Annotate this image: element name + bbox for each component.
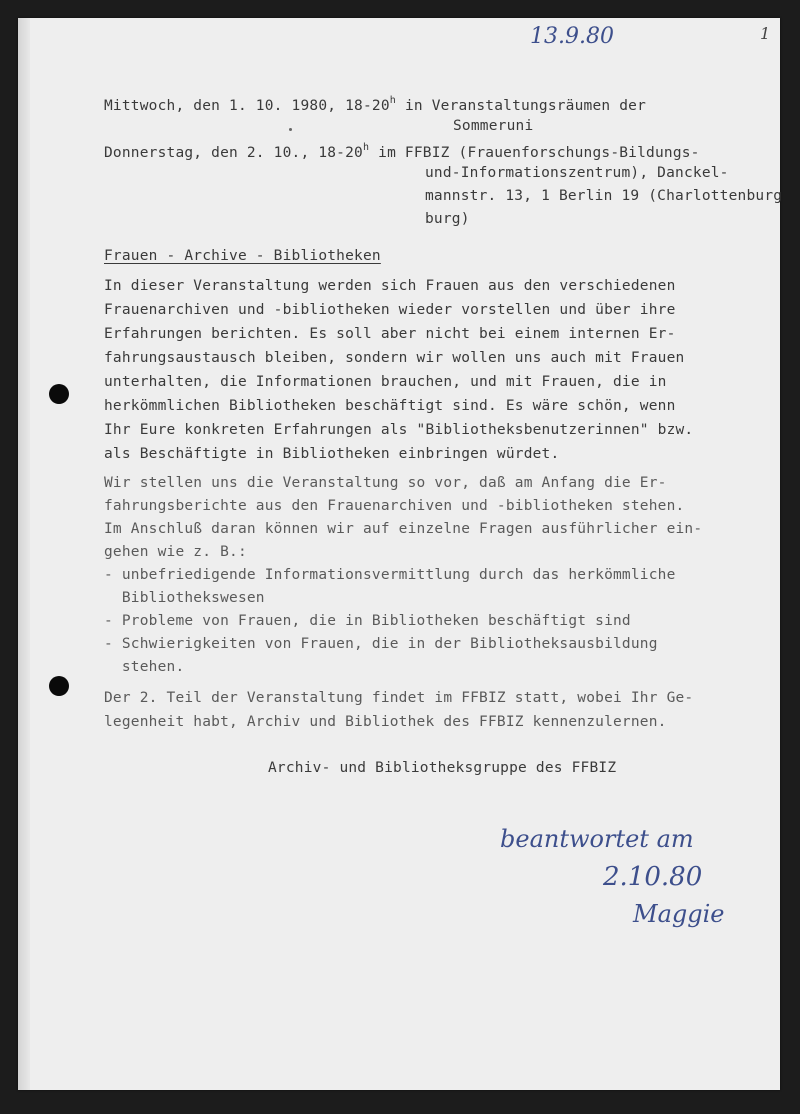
handwritten-answered-date: 2.10.80 [603,862,703,892]
p2-line: Im Anschluß daran können wir auf einzelne Fragen ausführlicher ein- [104,521,703,537]
p1-line: In dieser Veranstaltung werden sich Frauen aus den verschiedenen [104,278,676,294]
p3-line: Der 2. Teil der Veranstaltung findet im FFBIZ statt, wobei Ihr Ge- [104,690,694,706]
plist-line: Bibliothekswesen [104,590,265,606]
plist-line: stehen. [104,659,185,675]
schedule-line-2: Sommeruni [453,118,534,134]
punch-hole-upper [49,384,69,404]
page-number: 1 [760,24,771,43]
p1-line: Frauenarchiven und -bibliotheken wieder vorstellen und über ihre [104,302,676,318]
p2-line: fahrungsberichte aus den Frauenarchiven und -bibliotheken stehen. [104,498,685,514]
handwritten-signature: Maggie [633,900,725,928]
p2-line: Wir stellen uns die Veranstaltung so vor, daß am Anfang die Er- [104,475,667,491]
schedule-line-6: burg) [425,211,470,227]
schedule-line-4: und-Informationszentrum), Danckel- [425,165,729,181]
schedule-line-5: mannstr. 13, 1 Berlin 19 (Charlottenburg [425,188,783,204]
plist-line: - Probleme von Frauen, die in Bibliotheken beschäftigt sind [104,613,631,629]
document-title: Frauen - Archive - Bibliotheken [104,248,381,264]
p3-line: legenheit habt, Archiv und Bibliothek des FFBIZ kennenzulernen. [104,714,667,730]
p1-line: Ihr Eure konkreten Erfahrungen als "Bibliotheksbenutzerinnen" bzw. [104,422,694,438]
handwritten-answered-note: beantwortet am [500,825,694,853]
stray-dot [289,128,292,131]
p2-line: gehen wie z. B.: [104,544,247,560]
plist-line: - Schwierigkeiten von Frauen, die in der Bibliotheksausbildung [104,636,658,652]
schedule-line-3: Donnerstag, den 2. 10., 18-20$^h$ im FFBIZ (Frauenforschungs-Bildungs- [104,142,700,161]
page-edge-shadow [18,18,30,1090]
schedule-line-1: Mittwoch, den 1. 10. 1980, 18-20$^h$ in Veranstaltungsräumen der [104,95,647,114]
signoff: Archiv- und Bibliotheksgruppe des FFBIZ [268,760,617,776]
p1-line: Erfahrungen berichten. Es soll aber nicht bei einem internen Er- [104,326,676,342]
punch-hole-lower [49,676,69,696]
p1-line: herkömmlichen Bibliotheken beschäftigt sind. Es wäre schön, wenn [104,398,676,414]
handwritten-date: 13.9.80 [530,24,614,49]
p1-line: unterhalten, die Informationen brauchen, und mit Frauen, die in [104,374,667,390]
p1-line: als Beschäftigte in Bibliotheken einbringen würdet. [104,446,560,462]
plist-line: - unbefriedigende Informationsvermittlung durch das herkömmliche [104,567,676,583]
p1-line: fahrungsaustausch bleiben, sondern wir wollen uns auch mit Frauen [104,350,685,366]
